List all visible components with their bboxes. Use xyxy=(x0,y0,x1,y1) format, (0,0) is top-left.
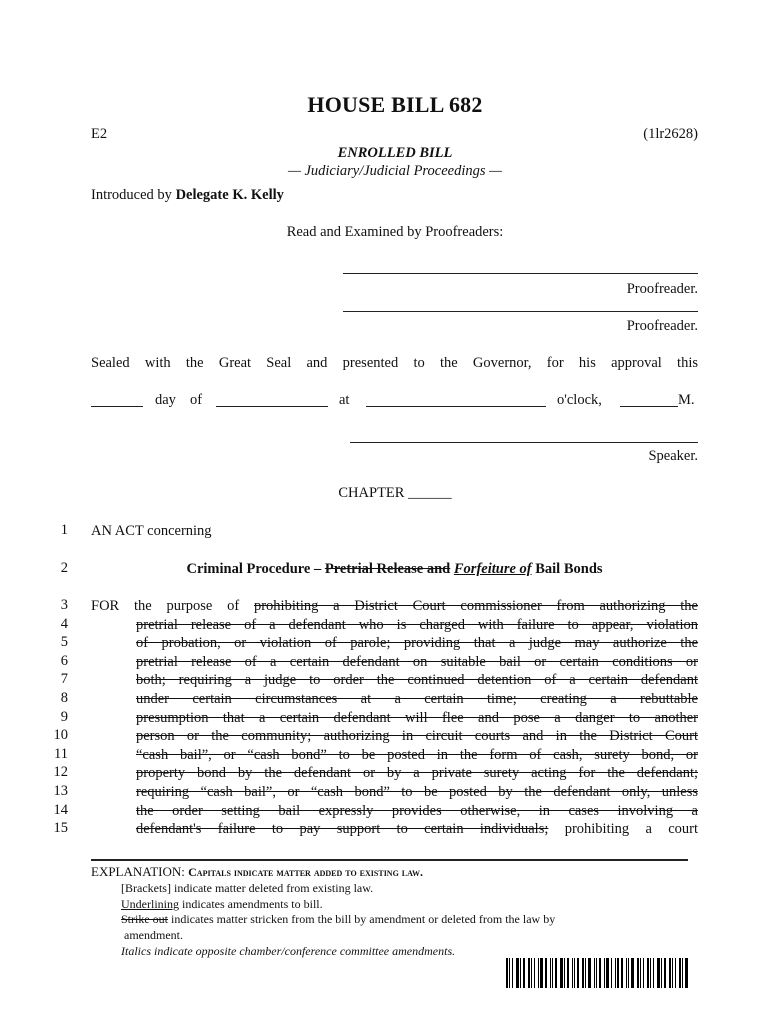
struck-text: defendant's failure to pay support to certain individuals; xyxy=(136,821,549,838)
line-number: 12 xyxy=(53,764,68,781)
barcode-bar xyxy=(509,958,510,988)
explanation-heading xyxy=(91,864,423,880)
line-number: 2 xyxy=(60,560,68,576)
line-number: 5 xyxy=(60,634,68,651)
barcode-bar xyxy=(669,958,671,988)
line-number: 8 xyxy=(60,690,68,706)
barcode-bar xyxy=(577,958,579,988)
purpose-line-11: “cash bail”, or “cash bond” to be posted in the form of cash, surety bond, or xyxy=(136,746,698,763)
barcode-bar xyxy=(679,958,681,988)
explanation-italics: Italics indicate opposite chamber/conference committee amendments. xyxy=(121,944,456,958)
barcode-bar xyxy=(516,958,519,988)
barcode-bar xyxy=(661,958,662,988)
purpose-line-3 xyxy=(91,597,698,616)
barcode-image xyxy=(506,958,692,988)
barcode-bar xyxy=(604,958,605,988)
line-number: 15 xyxy=(53,820,68,837)
heading-struck-text: Pretrial Release and xyxy=(324,561,451,577)
barcode-bar xyxy=(596,958,597,988)
barcode-bar xyxy=(657,958,660,988)
explanation-strike-cont: amendment. xyxy=(124,928,183,942)
purpose-text: prohibiting a court xyxy=(564,821,699,838)
line-number: 1 xyxy=(60,522,68,538)
barcode-bar xyxy=(520,958,521,988)
barcode-bar xyxy=(585,958,586,988)
line-number: 6 xyxy=(60,652,68,669)
explanation-brackets xyxy=(121,881,373,896)
at-label: at xyxy=(339,392,350,408)
barcode-bar xyxy=(534,958,535,988)
purpose-line-8: under certain circumstances at a certain time; creating a rebuttable xyxy=(136,691,698,707)
subject-code: E2 xyxy=(91,126,108,142)
purpose-line-13: requiring “cash bail”, or “cash bond” to be posted by the defendant only, unless xyxy=(136,784,698,800)
purpose-line-15 xyxy=(136,820,698,839)
line-number: 3 xyxy=(60,597,68,613)
time-blank xyxy=(366,406,546,407)
purpose-line-10: person or the community; authorizing in circuit courts and in the District Court xyxy=(136,728,698,745)
explanation-caps: Capitals indicate matter added to existing law. xyxy=(188,865,424,879)
purpose-line-7: both; requiring a judge to order the continued detention of a certain defendant xyxy=(136,672,698,689)
line-number: 9 xyxy=(60,708,68,725)
barcode-bar xyxy=(523,958,525,988)
purpose-line-6: pretrial release of a certain defendant on suitable bail or certain conditions or xyxy=(136,653,698,670)
proofreader-label-1: Proofreader. xyxy=(626,281,698,297)
barcode-bar xyxy=(653,958,654,988)
line-number: 14 xyxy=(53,801,68,818)
line-number: 13 xyxy=(53,783,68,799)
barcode-bar xyxy=(631,958,634,988)
bill-title: HOUSE BILL 682 xyxy=(307,92,483,117)
oclock-label: o'clock, xyxy=(557,392,602,408)
heading-part-b: Bail Bonds xyxy=(535,561,603,577)
heading-part-a: Criminal Procedure – xyxy=(186,561,322,577)
line-number: 7 xyxy=(60,671,68,688)
draft-number: (1lr2628) xyxy=(643,126,698,142)
barcode-bar xyxy=(540,958,543,988)
line-number: 11 xyxy=(54,745,68,762)
barcode-bar xyxy=(626,958,627,988)
barcode-bar xyxy=(560,958,563,988)
purpose-line-12: property bond by the defendant or by a private surety acting for the defendant; xyxy=(136,765,698,782)
strike-desc: indicates matter stricken from the bill by amendment or deleted from the law by xyxy=(171,912,556,926)
introduced-by xyxy=(91,187,284,204)
proofreader-signature-line-1 xyxy=(343,273,698,274)
m-label: M. xyxy=(678,392,695,408)
committee-label: — Judiciary/Judicial Proceedings — xyxy=(287,163,503,179)
sponsor-name: Delegate K. Kelly xyxy=(175,187,284,203)
purpose-prefix: FOR the purpose of xyxy=(91,598,240,614)
barcode-bar xyxy=(588,958,591,988)
barcode-bar xyxy=(538,958,539,988)
barcode-bar xyxy=(611,958,612,988)
barcode-bar xyxy=(640,958,641,988)
barcode-bar xyxy=(594,958,595,988)
ampm-blank xyxy=(620,406,678,407)
barcode-bar xyxy=(664,958,666,988)
struck-text: prohibiting a District Court commissioner from authorizing the xyxy=(253,598,698,614)
barcode-bar xyxy=(528,958,530,988)
footer-rule xyxy=(91,859,688,861)
barcode-bar xyxy=(572,958,573,988)
day-blank xyxy=(91,406,143,407)
read-examined-label: Read and Examined by Proofreaders: xyxy=(286,224,504,240)
barcode-bar xyxy=(512,958,513,988)
speaker-label: Speaker. xyxy=(648,448,698,464)
barcode-bar xyxy=(564,958,565,988)
sealed-text: Sealed with the Great Seal and presented to the Governor, for his approval this xyxy=(91,355,698,371)
barcode-bar xyxy=(650,958,651,988)
purpose-line-14: the order setting bail expressly provides otherwise, in cases involving a xyxy=(136,802,698,819)
barcode-bar xyxy=(555,958,557,988)
explanation-strike xyxy=(121,912,681,927)
barcode-bar xyxy=(531,958,532,988)
barcode-bar xyxy=(617,958,619,988)
underlining-word: Underlining xyxy=(121,897,179,911)
brackets-word: [Brackets] xyxy=(121,881,171,895)
brackets-desc: indicate matter deleted from existing law. xyxy=(173,881,374,895)
barcode-bar xyxy=(615,958,616,988)
line-number: 10 xyxy=(53,727,68,744)
speaker-signature-line xyxy=(350,442,698,443)
explanation-label: EXPLANATION: xyxy=(91,864,185,879)
proofreader-label-2: Proofreader. xyxy=(626,318,698,334)
barcode-bar xyxy=(599,958,601,988)
enrolled-bill-label: ENROLLED BILL xyxy=(337,145,453,161)
heading-italic-amendment: Forfeiture of xyxy=(453,561,532,577)
barcode-bar xyxy=(685,958,688,988)
barcode-bar xyxy=(550,958,551,988)
barcode-bar xyxy=(647,958,649,988)
bill-heading xyxy=(91,560,698,579)
barcode-bar xyxy=(552,958,553,988)
barcode-bar xyxy=(621,958,623,988)
barcode-bar xyxy=(606,958,609,988)
barcode-bar xyxy=(567,958,569,988)
purpose-line-5: of probation, or violation of parole; providing that a judge may authorize the xyxy=(136,635,698,652)
month-blank xyxy=(216,406,328,407)
purpose-line-9: presumption that a certain defendant will flee and pose a danger to another xyxy=(136,709,698,726)
purpose-line-4: pretrial release of a defendant who is charged with failure to appear, violation xyxy=(136,616,698,633)
barcode-bar xyxy=(675,958,676,988)
line-number: 4 xyxy=(60,615,68,632)
barcode-bar xyxy=(582,958,584,988)
barcode-bar xyxy=(672,958,673,988)
barcode-bar xyxy=(545,958,547,988)
barcode-bar xyxy=(682,958,683,988)
day-label: day xyxy=(155,392,176,408)
chapter-label: CHAPTER ______ xyxy=(338,485,452,501)
barcode-bar xyxy=(643,958,644,988)
introduced-prefix: Introduced by xyxy=(91,187,172,203)
proofreader-signature-line-2 xyxy=(343,311,698,312)
barcode-bar xyxy=(506,958,508,988)
barcode-bar xyxy=(628,958,629,988)
explanation-underlining xyxy=(121,897,323,912)
act-line: AN ACT concerning xyxy=(91,523,212,539)
underlining-desc: indicates amendments to bill. xyxy=(182,897,323,911)
barcode-bar xyxy=(637,958,639,988)
barcode-bar xyxy=(574,958,575,988)
of-label: of xyxy=(190,392,203,408)
strike-word: Strike out xyxy=(121,912,168,926)
